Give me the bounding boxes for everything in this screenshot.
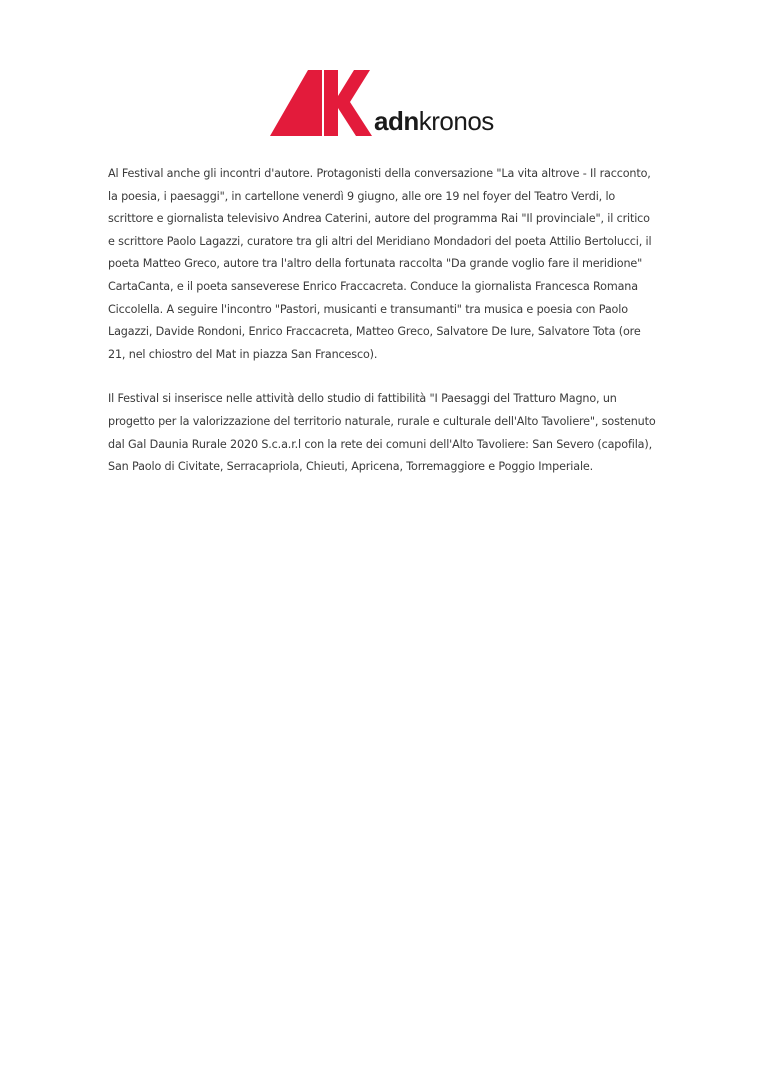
article-body bbox=[108, 163, 656, 501]
ak-logo-icon bbox=[270, 70, 374, 136]
adnkronos-logo bbox=[270, 70, 502, 138]
logo-wordmark bbox=[374, 106, 494, 136]
logo-wordmark-light: kronos bbox=[418, 106, 494, 136]
logo-wordmark-bold: adn bbox=[374, 106, 419, 136]
article-paragraph-2: Il Festival si inserisce nelle attività dello studio di fattibilità "I Paesaggi del Tratturo Magno, un progetto per la valorizzazione del territorio naturale, rurale e culturale dell'Alto Tavoliere", sostenuto dal Gal Daunia Rurale 2020 S.c.a.r.l con la rete dei comuni dell'Alto Tavoliere: San Severo (capofila), San Paolo di Civitate, Serracapriola, Chieuti, Apricena, Torremaggiore e Poggio Imperiale. bbox=[108, 392, 656, 474]
article-paragraph-1: Al Festival anche gli incontri d'autore. Protagonisti della conversazione "La vita altrove - Il racconto, la poesia, i paesaggi", in cartellone venerdì 9 giugno, alle ore 19 nel foyer del Teatro Verdi, lo scrittore e giornalista televisivo Andrea Caterini, autore del programma Rai "Il provinciale", il critico e scrittore Paolo Lagazzi, curatore tra gli altri del Meridiano Mondadori del poeta Attilio Bertolucci, il poeta Matteo Greco, autore tra l'altro della fortunata raccolta "Da grande voglio fare il meridione" CartaCanta, e il poeta sanseverese Enrico Fraccacreta. Conduce la giornalista Francesca Romana Ciccolella. A seguire l'incontro "Pastori, musicanti e transumanti" tra musica e poesia con Paolo Lagazzi, Davide Rondoni, Enrico Fraccacreta, Matteo Greco, Salvatore De Iure, Salvatore Tota (ore 21, nel chiostro del Mat in piazza San Francesco). bbox=[108, 167, 652, 361]
